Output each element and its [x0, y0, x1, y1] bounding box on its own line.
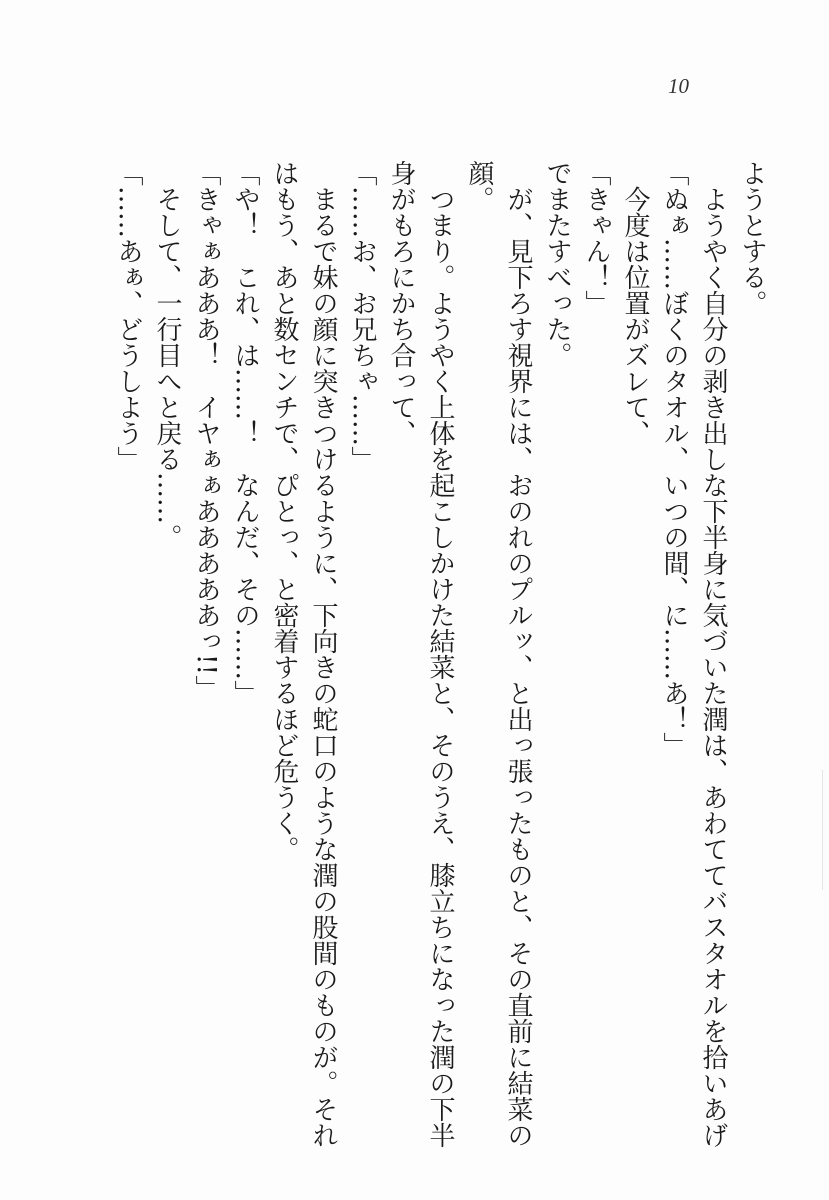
text-line: 身がもろにかち合って、	[386, 160, 416, 446]
text-line: 「きゃん！」	[581, 160, 611, 316]
text-line: はもう、あと数センチで、ぴとっ、と密着するほど危うく。	[269, 160, 299, 862]
text-line: 「や！ これ、は……！ なんだ、その……」	[230, 160, 260, 706]
text-line: 「……あぁ、どうしよう」	[113, 160, 143, 472]
text-line: そして、一行目へと戻る……。	[152, 186, 182, 550]
text-line: ようとする。	[737, 160, 767, 316]
text-line: 今度は位置がズレて、	[620, 186, 650, 446]
text-line: つまり。ようやく上体を起こしかけた結菜と、そのうえ、膝立ちになった潤の下半	[425, 186, 455, 1148]
text-line: 「きゃぁあああ！ イヤぁぁあああああっ!!」	[191, 160, 221, 701]
page-number: 10	[668, 74, 689, 98]
text-line: 顔。	[464, 160, 494, 212]
page-edge-shadow	[822, 770, 823, 890]
text-line: まるで妹の顔に突きつけるように、下向きの蛇口のような潤の股間のものが。それ	[308, 186, 338, 1148]
text-line: 「……お、お兄ちゃ……」	[347, 160, 377, 472]
vertical-body-text	[108, 160, 771, 1160]
text-line: が、見下ろす視界には、おのれのプルッ、と出っ張ったものと、その直前に結菜の	[503, 186, 533, 1148]
text-line: 「ぬぁ……ぼくのタオル、いつの間、に……あ！」	[659, 160, 689, 758]
text-line: でまたすべった。	[542, 160, 572, 368]
text-line: ようやく自分の剥き出しな下半身に気づいた潤は、あわててバスタオルを拾いあげ	[698, 186, 728, 1148]
